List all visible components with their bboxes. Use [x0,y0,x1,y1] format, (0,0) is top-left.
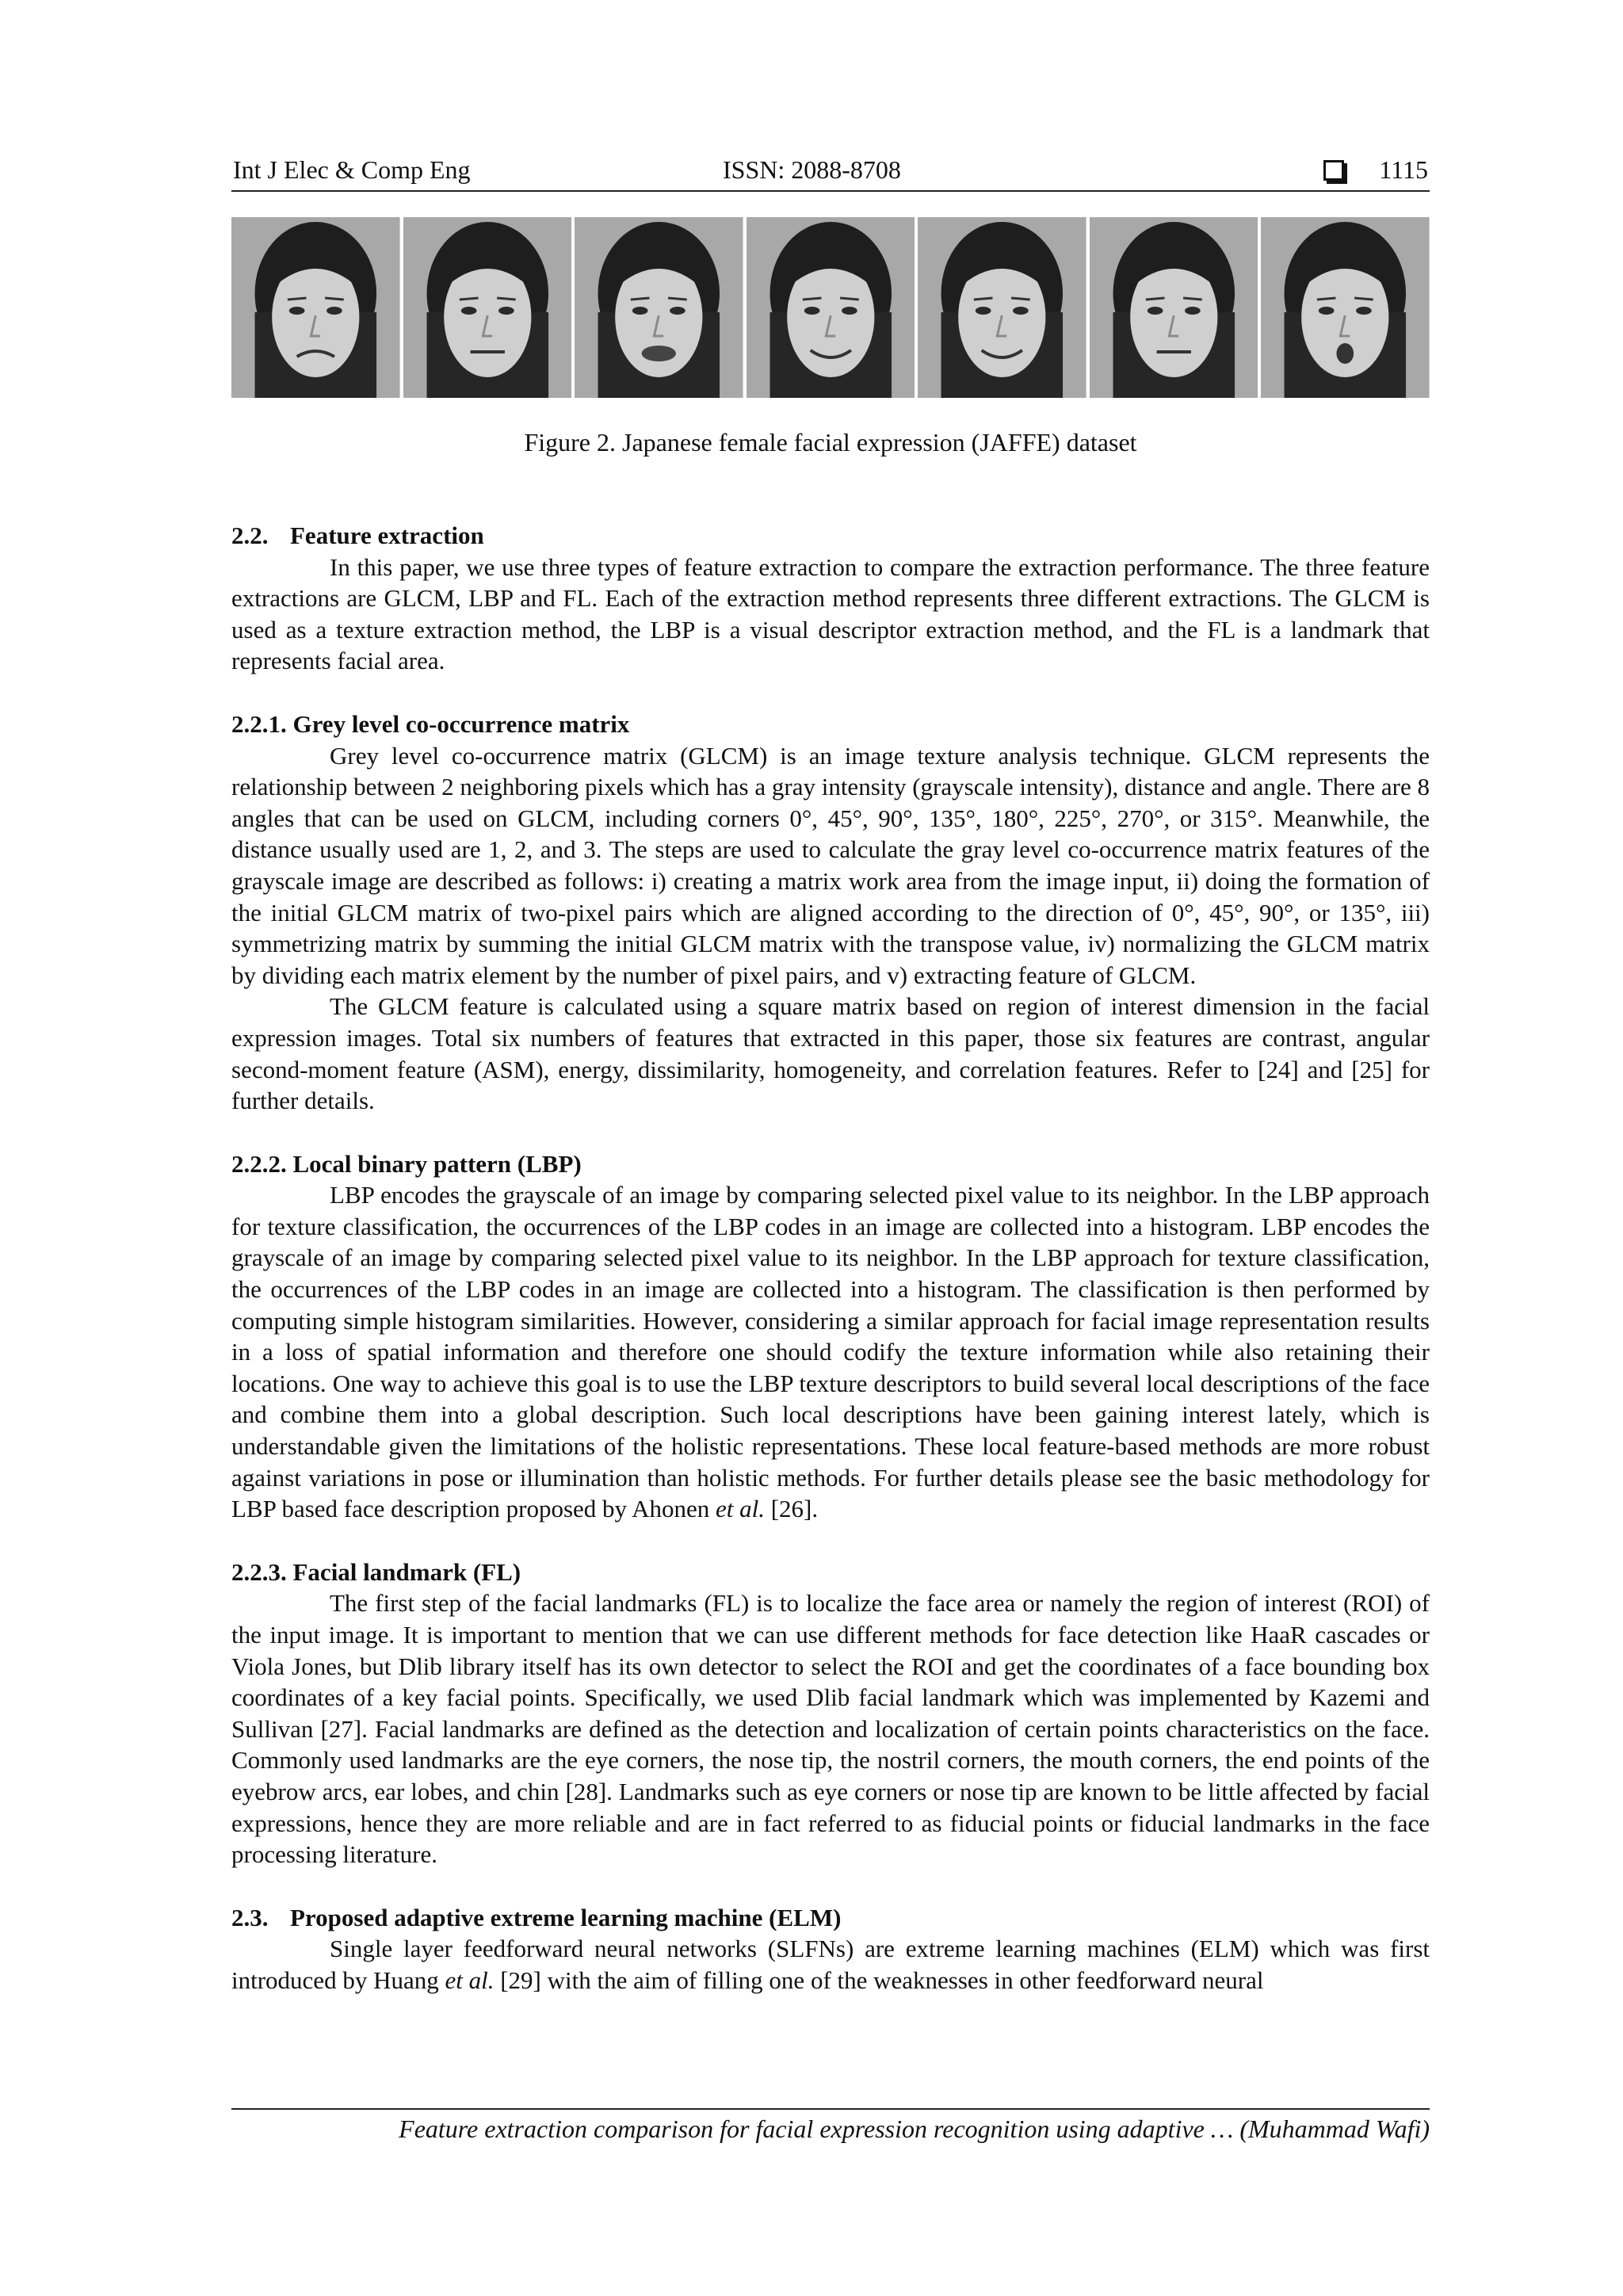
issn: ISSN: 2088-8708 [723,155,901,184]
section-heading-2-2-2: 2.2.2. Local binary pattern (LBP) [231,1149,582,1178]
body-text [231,520,1430,1996]
face-5-photo [918,217,1086,398]
paragraph: In this paper, we use three types of feature extraction to compare the extraction performance. The three feature extractions are GLCM, LBP and FL. Each of the extraction method represents three different extractions. The GLCM is used as a texture extraction method, the LBP is a visual descriptor extraction method, and the FL is a landmark that represents facial area. [231,552,1430,675]
paragraph: The GLCM feature is calculated using a square matrix based on region of interest dimension in the facial expression images. Total six numbers of features that extracted in this paper, those six features are contrast, angular second-moment feature (ASM), energy, dissimilarity, homogeneity, and correlation features. Refer to [24] and [25] for further details. [231,992,1430,1115]
face-7-photo [1261,217,1430,398]
face-1-photo [231,217,400,398]
section-heading-2-3: 2.3. Proposed adaptive extreme learning machine (ELM) [231,1903,842,1931]
paragraph: The first step of the facial landmarks (FL) is to localize the face area or namely the region of interest (ROI) of the input image. It is important to mention that we can use different methods for face detection like HaaR cascades or Viola Jones, but Dlib library itself has its own detector to select the ROI and get the coordinates of a face bounding box coordinates of a key facial points. Specifically, we used Dlib facial landmark which was implemented by Kazemi and Sullivan [27]. Facial landmarks are defined as the detection and localization of certain points characteristics on the face. Commonly used landmarks are the eye corners, the nose tip, the nostril corners, the mouth corners, the end points of the eyebrow arcs, ear lobes, and chin [28]. Landmarks such as eye corners or nose tip are known to be little affected by facial expressions, hence they are more reliable and are in fact referred to as fiducial points or fiducial landmarks in the face processing literature. [231,1589,1430,1869]
paragraph: Grey level co-occurrence matrix (GLCM) is an image texture analysis technique. GLCM represents the relationship between 2 neighboring pixels which has a gray intensity (grayscale intensity), distance and angle. There are 8 angles that can be used on GLCM, including corners 0°, 45°, 90°, 135°, 180°, 225°, 270°, or 315°. Meanwhile, the distance usually used are 1, 2, and 3. The steps are used to calculate the gray level co-occurrence matrix features of the grayscale image are described as follows: i) creating a matrix work area from the image input, ii) doing the formation of the initial GLCM matrix of two-pixel pairs which are aligned according to the direction of 0°, 45°, 90°, or 135°, iii) symmetrizing matrix by summing the initial GLCM matrix with the transpose value, iv) normalizing the GLCM matrix by dividing each matrix element by the number of pixel pairs, and v) extracting feature of GLCM. [231,741,1430,989]
journal-name: Int J Elec & Comp Eng [233,155,471,184]
running-footer: Feature extraction comparison for facial expression recognition using adaptive … (Muhammad Wafi) [231,2108,1430,2144]
face-6-photo [1090,217,1258,398]
face-4-photo [747,217,915,398]
running-header [231,155,1430,192]
page-number: 1115 [1379,155,1428,184]
figure-2-image-strip [231,217,1430,398]
figure-caption: Figure 2. Japanese female facial expression (JAFFE) dataset [524,428,1137,457]
section-heading-2-2-3: 2.2.3. Facial landmark (FL) [231,1557,521,1586]
paragraph: LBP encodes the grayscale of an image by comparing selected pixel value to its neighbor. In the LBP approach for texture classification, the occurrences of the LBP codes in an image are collected into a histogram. LBP encodes the grayscale of an image by comparing selected pixel value to its neighbor. In the LBP approach for texture classification, the occurrences of the LBP codes in an image are collected into a histogram. The classification is then performed by computing simple histogram similarities. However, considering a similar approach for facial image representation results in a loss of spatial information and therefore one should codify the texture information while also retaining their locations. One way to achieve this goal is to use the LBP texture descriptors to build several local descriptions of the face and combine them into a global description. Such local descriptions have been gaining interest lately, which is understandable given the limitations of the holistic representations. These local feature-based methods are more robust against variations in pose or illumination than holistic methods. For further details please see the basic methodology for LBP based face description proposed by Ahonen et al. [26]. [231,1181,1430,1523]
face-2-photo [403,217,572,398]
square-bullet-icon [1323,160,1344,181]
section-heading-2-2: 2.2. Feature extraction [231,521,484,549]
section-heading-2-2-1: 2.2.1. Grey level co-occurrence matrix [231,709,630,738]
paragraph: Single layer feedforward neural networks (SLFNs) are extreme learning machines (ELM) which was first introduced by Huang et al. [29] with the aim of filling one of the weaknesses in other feedforward neural [231,1935,1430,1994]
face-3-photo [575,217,743,398]
